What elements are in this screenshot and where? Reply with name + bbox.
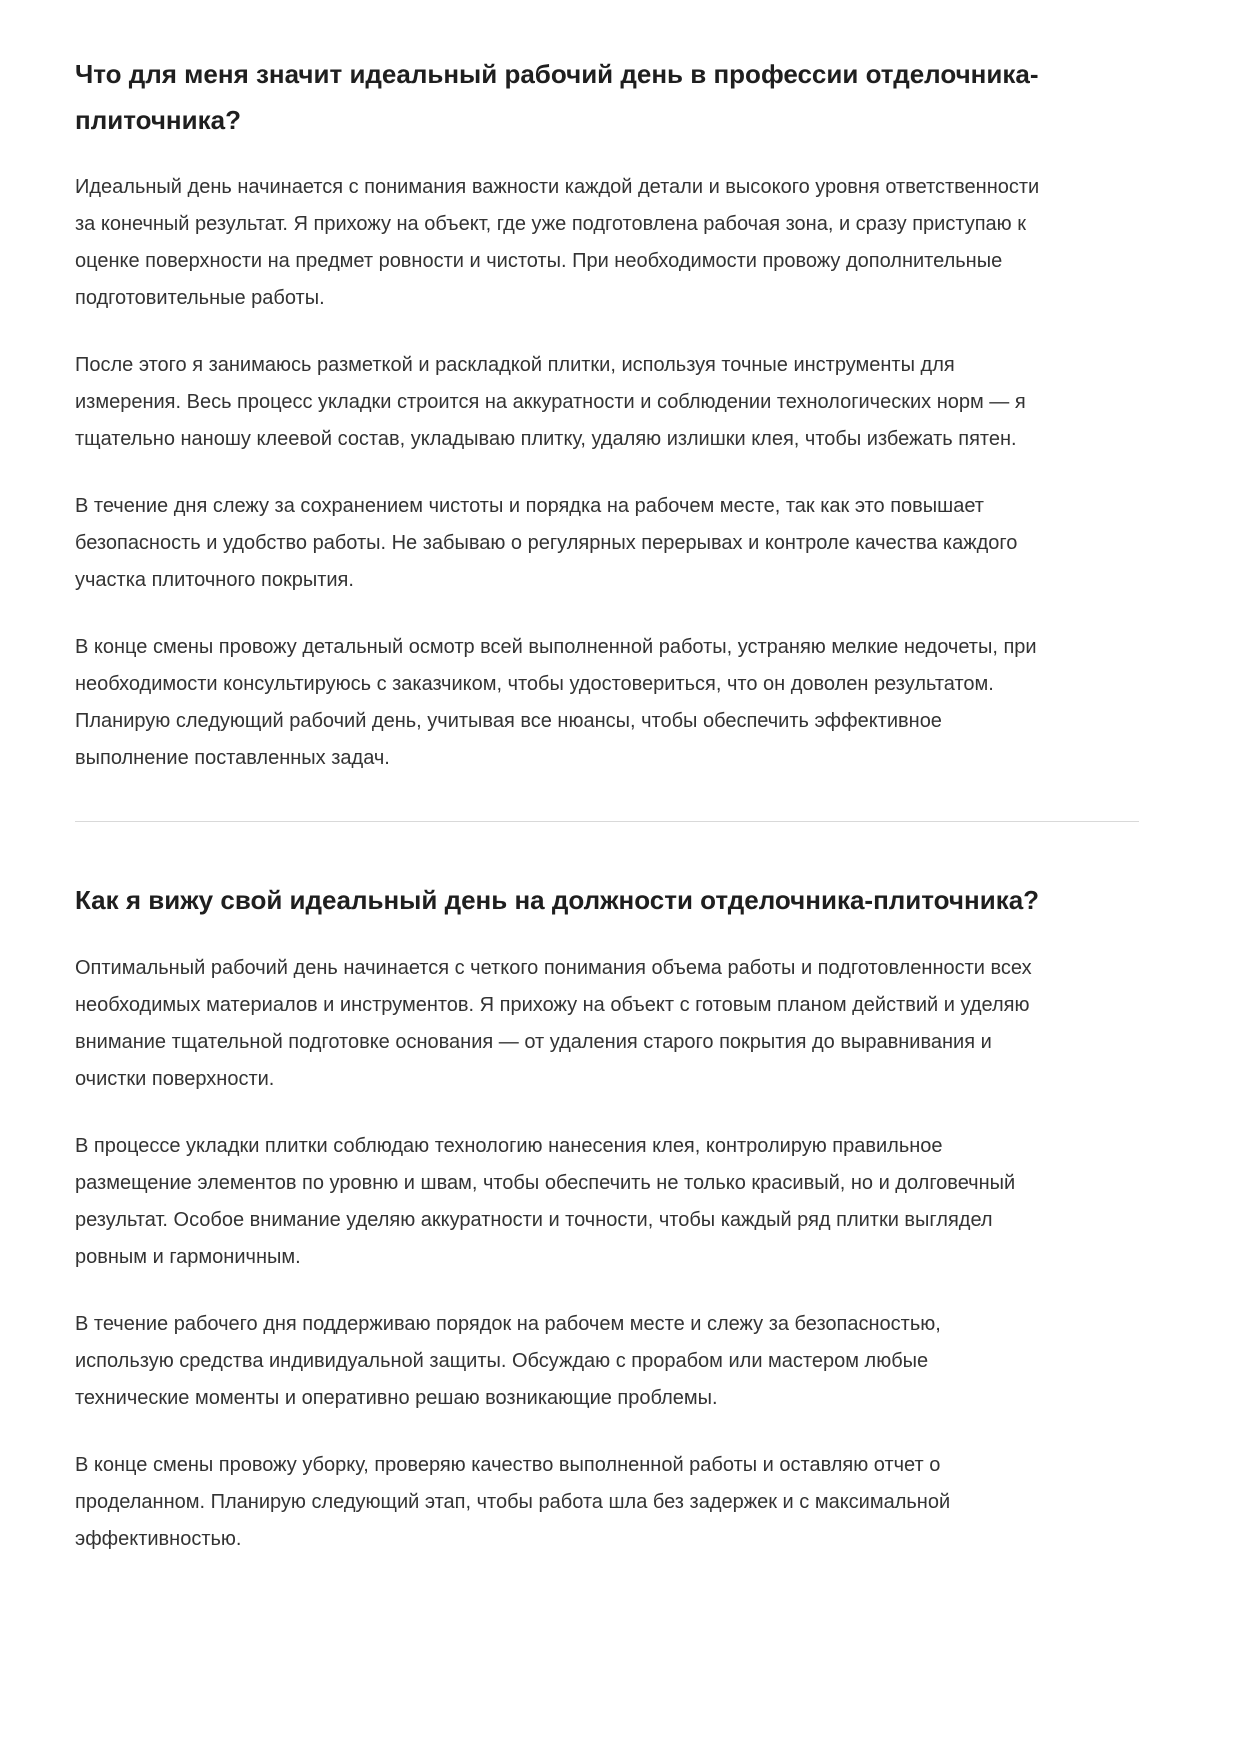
paragraph: Идеальный день начинается с понимания важности каждой детали и высокого уровня ответственности за конечный результат. Я прихожу на объект, где уже подготовлена рабочая зона, и сразу приступаю к оценке поверхности на предмет ровности и чистоты. При необходимости провожу дополнительные подготовительные работы.	[75, 176, 1040, 309]
paragraph: После этого я занимаюсь разметкой и раскладкой плитки, используя точные инструменты для измерения. Весь процесс укладки строится на аккуратности и соблюдении технологических норм — я тщательно наношу клеевой состав, укладываю плитку, удаляю излишки клея, чтобы избежать пятен.	[75, 354, 1026, 450]
paragraph: Оптимальный рабочий день начинается с четкого понимания объема работы и подготовленности всех необходимых материалов и инструментов. Я прихожу на объект с готовым планом действий и уделяю внимание тщательной подготовке основания — от удаления старого покрытия до выравнивания и очистки поверхности.	[75, 956, 1032, 1090]
section-ideal-workday-position	[75, 878, 1139, 1558]
section-divider	[75, 821, 1139, 822]
section-ideal-workday-profession	[75, 52, 1139, 777]
paragraph: В течение рабочего дня поддерживаю порядок на рабочем месте и слежу за безопасностью, использую средства индивидуальной защиты. Обсуждаю с прорабом или мастером любые технические моменты и оперативно решаю возникающие проблемы.	[75, 1312, 941, 1409]
section-heading: Что для меня значит идеальный рабочий день в профессии отделочника-плиточника?	[75, 59, 1039, 135]
paragraph: В конце смены провожу уборку, проверяю качество выполненной работы и оставляю отчет о проделанном. Планирую следующий этап, чтобы работа шла без задержек и с максимальной эффективностью.	[75, 1453, 951, 1550]
section-heading: Как я вижу свой идеальный день на должности отделочника-плиточника?	[75, 885, 1040, 915]
paragraph: В процессе укладки плитки соблюдаю технологию нанесения клея, контролирую правильное размещение элементов по уровню и швам, чтобы обеспечить не только красивый, но и долговечный результат. Особое внимание уделяю аккуратности и точности, чтобы каждый ряд плитки выглядел ровным и гармоничным.	[75, 1134, 1016, 1268]
paragraph: В конце смены провожу детальный осмотр всей выполненной работы, устраняю мелкие недочеты, при необходимости консультируюсь с заказчиком, чтобы удостовериться, что он доволен результатом. Планирую следующий рабочий день, учитывая все нюансы, чтобы обеспечить эффективное выполнение поставленных задач.	[75, 636, 1037, 769]
paragraph: В течение дня слежу за сохранением чистоты и порядка на рабочем месте, так как это повышает безопасность и удобство работы. Не забываю о регулярных перерывах и контроле качества каждого участка плиточного покрытия.	[75, 495, 1018, 591]
